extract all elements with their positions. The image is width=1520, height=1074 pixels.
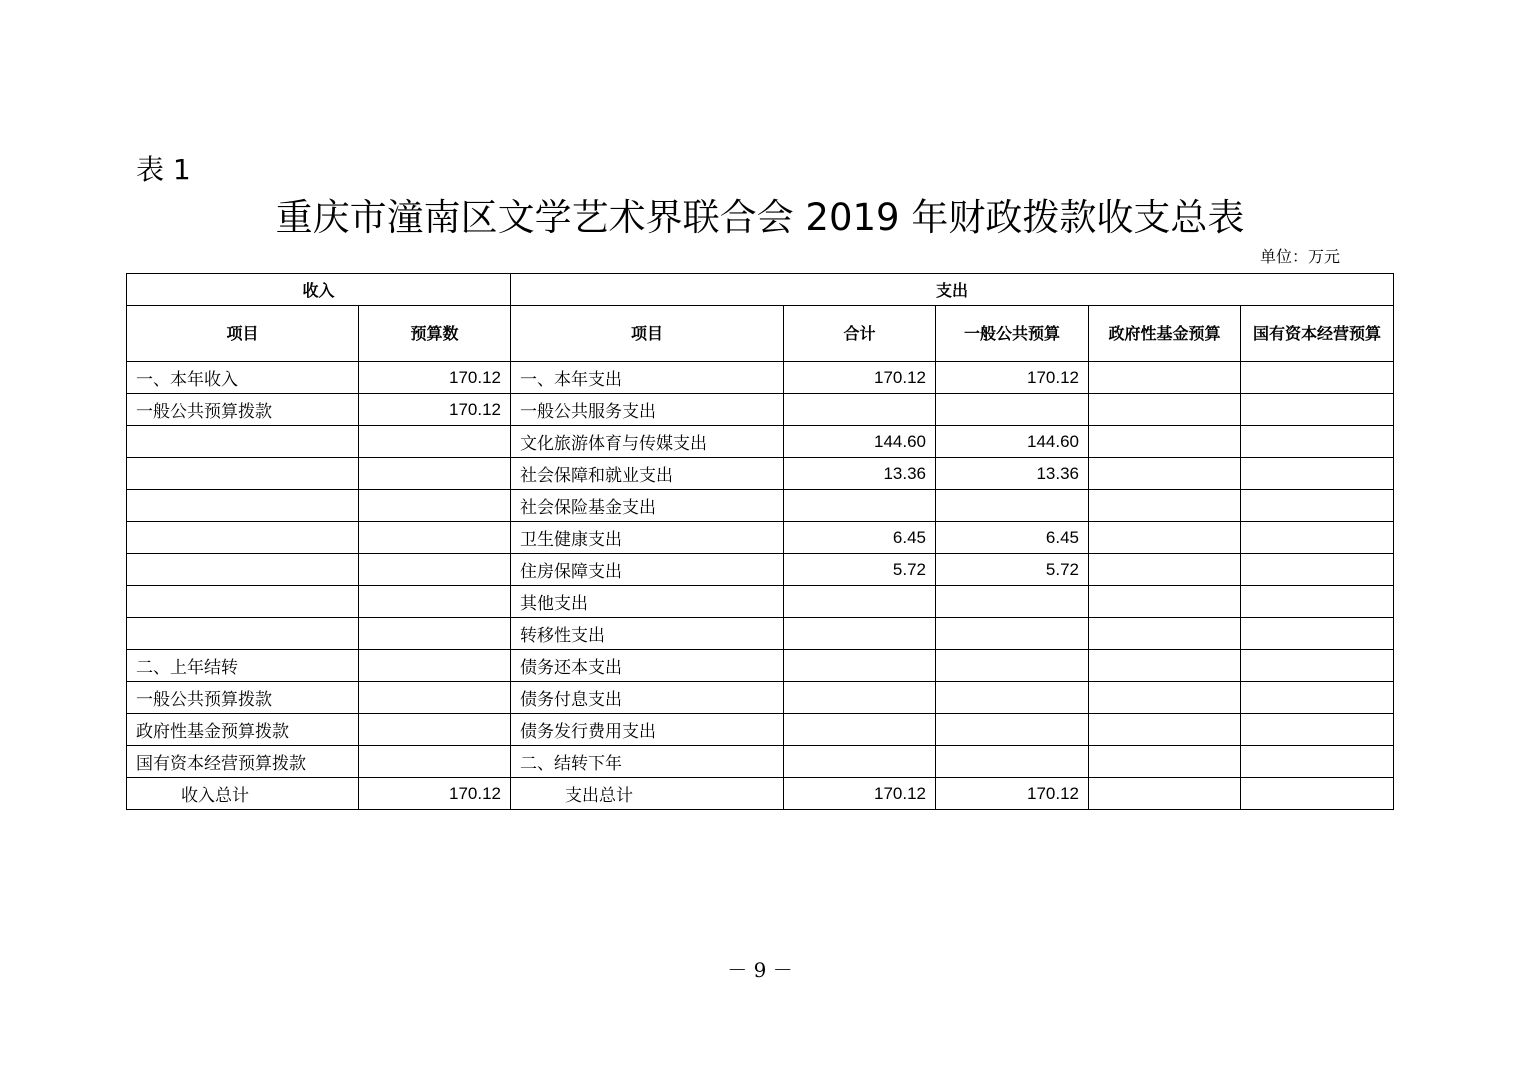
income-amount-cell [359,458,511,490]
expense-total-fund [1089,778,1241,810]
fund-budget-cell [1089,362,1241,394]
fund-budget-cell [1089,746,1241,778]
table-row [127,554,1394,586]
income-amount-cell [359,714,511,746]
unit-label: 单位：万元 [1259,247,1340,266]
general-budget-cell [936,618,1089,650]
income-amount-cell [359,426,511,458]
expense-item-cell: 转移性支出 [511,618,784,650]
income-item-cell [127,586,359,618]
column-header-state-capital-budget: 国有资本经营预算 [1241,306,1394,362]
fund-budget-cell [1089,618,1241,650]
expense-total-cell [784,490,936,522]
fund-budget-cell [1089,586,1241,618]
income-header: 收入 [127,274,511,306]
state-capital-budget-cell [1241,586,1394,618]
expense-item-cell: 住房保障支出 [511,554,784,586]
income-total-label: 收入总计 [127,778,359,810]
income-amount-cell [359,586,511,618]
expense-total-cell [784,650,936,682]
expense-total-cell [784,394,936,426]
table-row [127,618,1394,650]
table-row [127,522,1394,554]
income-item-cell [127,522,359,554]
expense-item-cell: 债务付息支出 [511,682,784,714]
column-header-income-item: 项目 [127,306,359,362]
fund-budget-cell [1089,682,1241,714]
general-budget-cell [936,682,1089,714]
general-budget-cell [936,394,1089,426]
budget-table [126,273,1394,810]
income-item-cell: 一般公共预算拨款 [127,394,359,426]
general-budget-cell: 6.45 [936,522,1089,554]
income-item-cell [127,618,359,650]
income-amount-cell [359,650,511,682]
expense-item-cell: 一、本年支出 [511,362,784,394]
expense-item-cell: 文化旅游体育与传媒支出 [511,426,784,458]
income-item-cell [127,554,359,586]
totals-row [127,778,1394,810]
expense-item-cell: 社会保障和就业支出 [511,458,784,490]
expense-item-cell: 一般公共服务支出 [511,394,784,426]
state-capital-budget-cell [1241,458,1394,490]
header-row-columns [127,306,1394,362]
state-capital-budget-cell [1241,682,1394,714]
expense-total-state-capital [1241,778,1394,810]
state-capital-budget-cell [1241,618,1394,650]
state-capital-budget-cell [1241,746,1394,778]
fund-budget-cell [1089,522,1241,554]
table-row [127,362,1394,394]
column-header-general-budget: 一般公共预算 [936,306,1089,362]
income-item-cell: 政府性基金预算拨款 [127,714,359,746]
income-total-amount: 170.12 [359,778,511,810]
state-capital-budget-cell [1241,522,1394,554]
expense-total-cell [784,618,936,650]
income-amount-cell: 170.12 [359,362,511,394]
table-row [127,394,1394,426]
table-row [127,426,1394,458]
table-row [127,586,1394,618]
income-amount-cell [359,618,511,650]
fund-budget-cell [1089,650,1241,682]
fund-budget-cell [1089,458,1241,490]
column-header-expense-item: 项目 [511,306,784,362]
state-capital-budget-cell [1241,650,1394,682]
table-label: 表 1 [136,153,191,186]
expense-total-cell: 13.36 [784,458,936,490]
income-item-cell [127,490,359,522]
document-title: 重庆市潼南区文学艺术界联合会 2019 年财政拨款收支总表 [275,196,1245,239]
general-budget-cell [936,586,1089,618]
income-item-cell [127,426,359,458]
state-capital-budget-cell [1241,490,1394,522]
expense-total-cell: 5.72 [784,554,936,586]
table-row [127,490,1394,522]
fund-budget-cell [1089,554,1241,586]
expense-item-cell: 债务还本支出 [511,650,784,682]
page-number: － 9 － [727,958,793,982]
expense-header: 支出 [511,274,1394,306]
expense-total-general: 170.12 [936,778,1089,810]
table-row [127,746,1394,778]
expense-total-cell: 170.12 [784,362,936,394]
expense-total-cell [784,682,936,714]
table-row [127,650,1394,682]
column-header-total: 合计 [784,306,936,362]
fund-budget-cell [1089,490,1241,522]
table-row [127,458,1394,490]
fund-budget-cell [1089,426,1241,458]
table-row [127,714,1394,746]
general-budget-cell: 144.60 [936,426,1089,458]
table-body [127,362,1394,778]
expense-item-cell: 二、结转下年 [511,746,784,778]
fund-budget-cell [1089,394,1241,426]
income-amount-cell: 170.12 [359,394,511,426]
expense-total-label: 支出总计 [511,778,784,810]
expense-total-cell: 6.45 [784,522,936,554]
general-budget-cell [936,746,1089,778]
expense-total-cell [784,586,936,618]
income-item-cell: 一般公共预算拨款 [127,682,359,714]
expense-total-cell [784,714,936,746]
general-budget-cell [936,714,1089,746]
income-amount-cell [359,682,511,714]
income-item-cell: 国有资本经营预算拨款 [127,746,359,778]
table-row [127,682,1394,714]
general-budget-cell: 170.12 [936,362,1089,394]
fund-budget-cell [1089,714,1241,746]
state-capital-budget-cell [1241,554,1394,586]
state-capital-budget-cell [1241,362,1394,394]
expense-total-cell [784,746,936,778]
income-amount-cell [359,746,511,778]
income-item-cell: 二、上年结转 [127,650,359,682]
header-row-group [127,274,1394,306]
income-amount-cell [359,522,511,554]
general-budget-cell [936,490,1089,522]
column-header-income-amount: 预算数 [359,306,511,362]
general-budget-cell: 13.36 [936,458,1089,490]
general-budget-cell: 5.72 [936,554,1089,586]
state-capital-budget-cell [1241,426,1394,458]
general-budget-cell [936,650,1089,682]
income-amount-cell [359,490,511,522]
expense-total-amount: 170.12 [784,778,936,810]
expense-item-cell: 社会保险基金支出 [511,490,784,522]
income-item-cell [127,458,359,490]
expense-item-cell: 债务发行费用支出 [511,714,784,746]
state-capital-budget-cell [1241,714,1394,746]
state-capital-budget-cell [1241,394,1394,426]
column-header-fund-budget: 政府性基金预算 [1089,306,1241,362]
income-item-cell: 一、本年收入 [127,362,359,394]
expense-item-cell: 其他支出 [511,586,784,618]
income-amount-cell [359,554,511,586]
expense-total-cell: 144.60 [784,426,936,458]
expense-item-cell: 卫生健康支出 [511,522,784,554]
